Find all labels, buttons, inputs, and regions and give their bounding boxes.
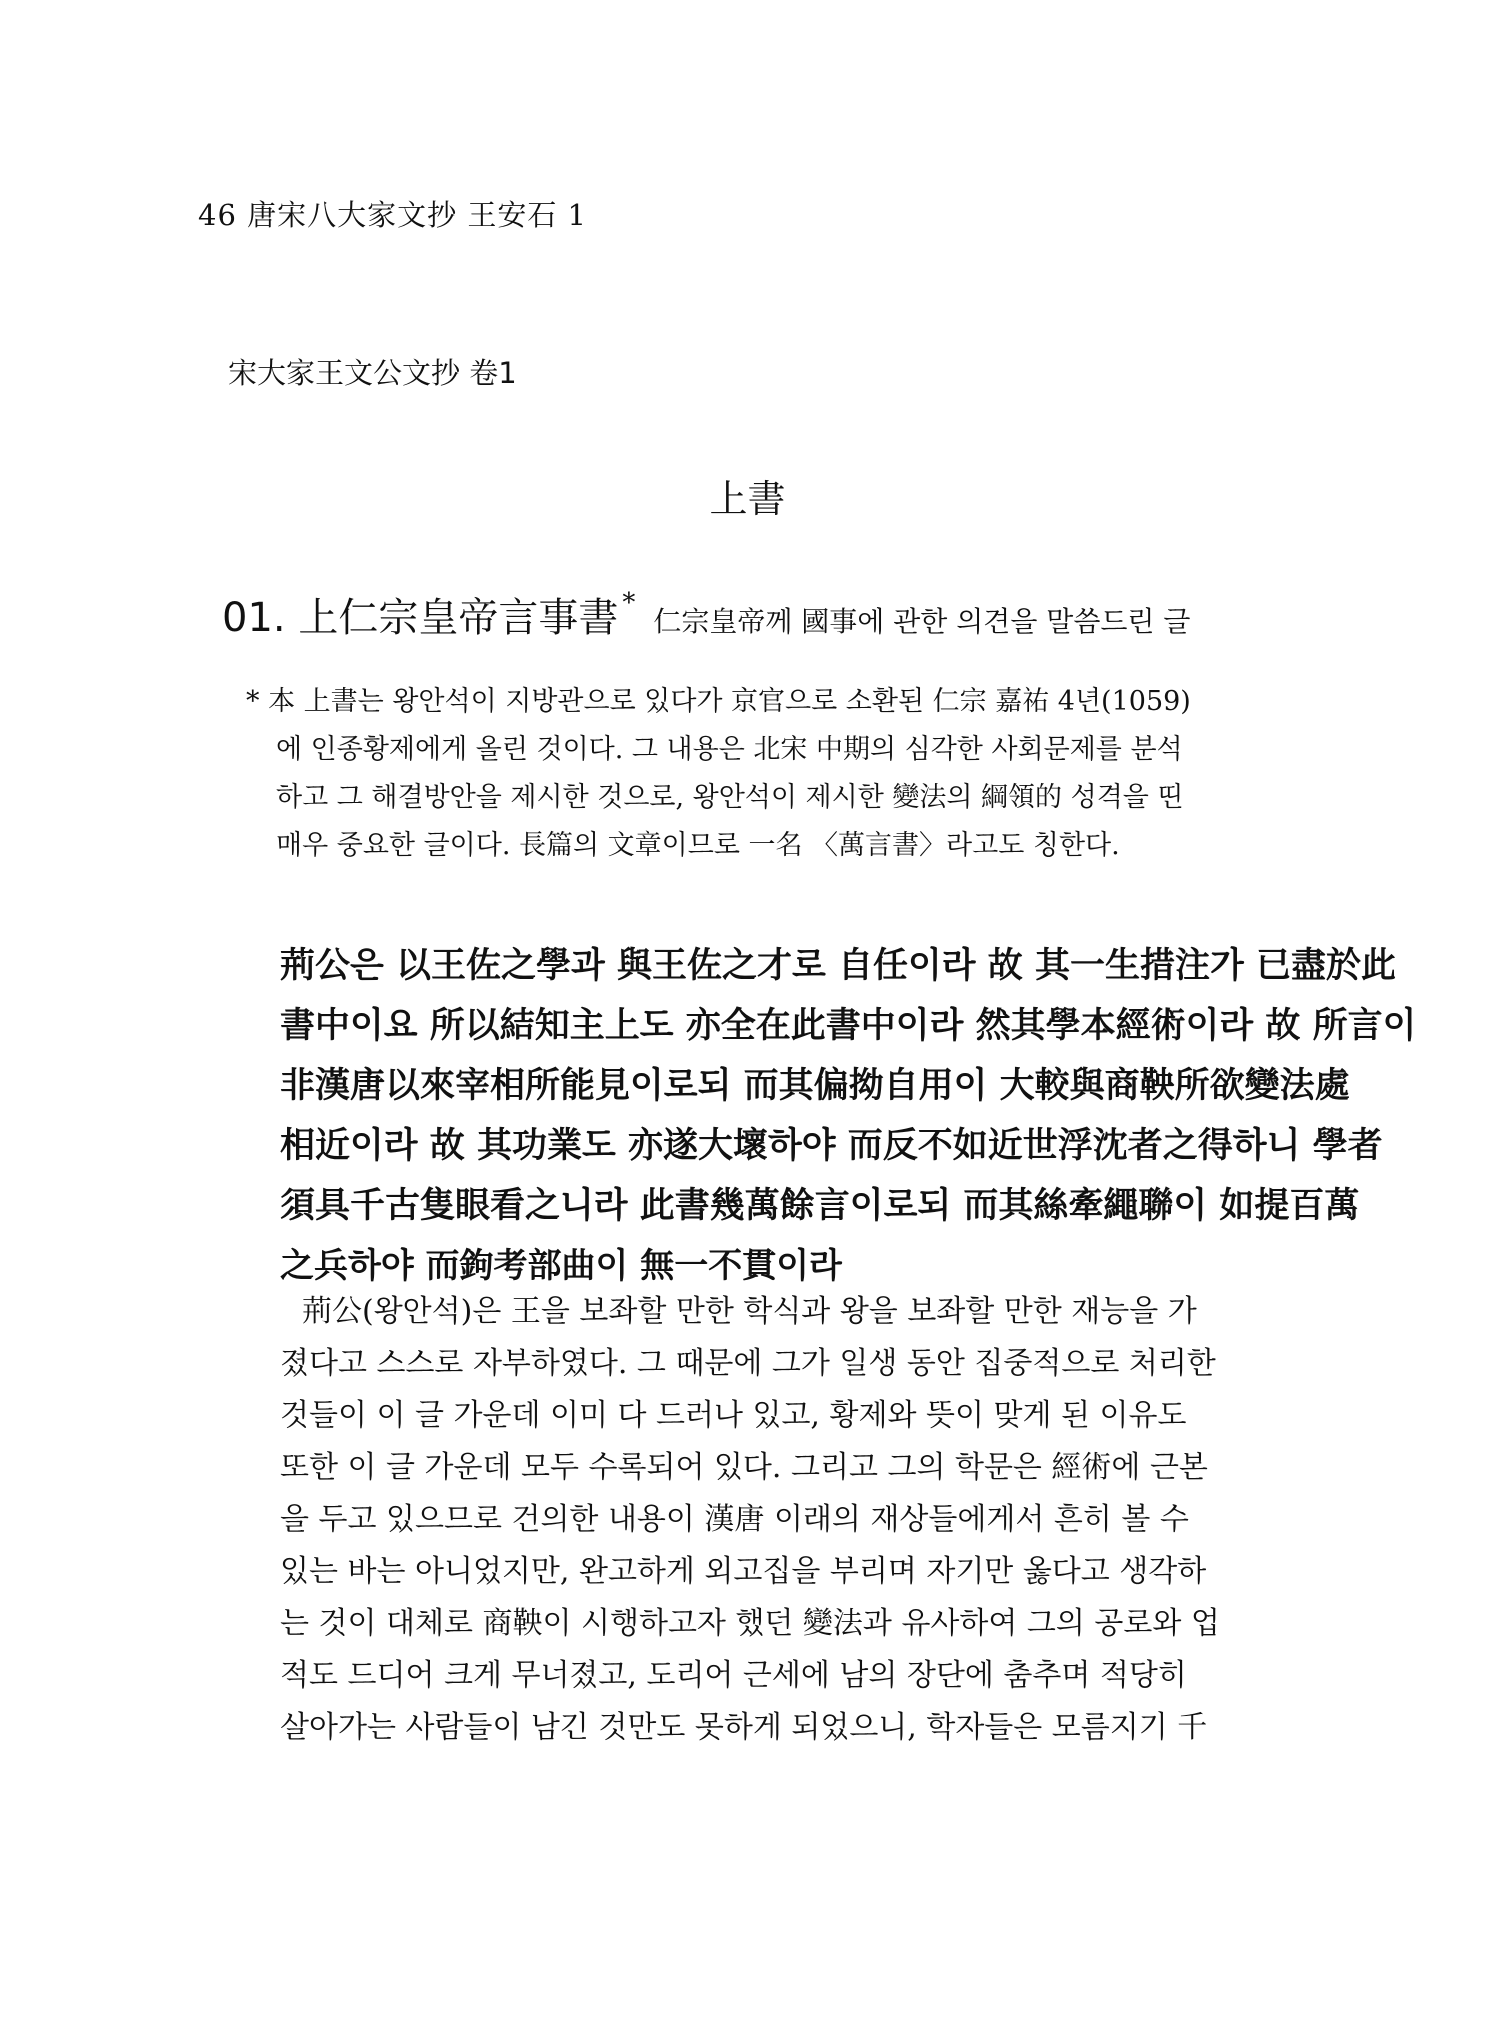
footnote	[246, 678, 1256, 870]
running-header: 46 唐宋八大家文抄 王安石 1	[198, 198, 588, 232]
translation-line: 을 두고 있으므로 건의한 내용이 漢唐 이래의 재상들에게서 흔히 볼 수	[280, 1502, 1189, 1537]
commentary-line: 非漢唐以來宰相所能見이로되 而其偏拗自用이 大較與商鞅所欲變法處	[280, 1065, 1350, 1106]
translation-line: 졌다고 스스로 자부하였다. 그 때문에 그가 일생 동안 집중적으로 처리한	[280, 1346, 1216, 1381]
commentary-line: 須具千古隻眼看之니라 此書幾萬餘言이로되 而其絲牽繩聯이 如提百萬	[280, 1185, 1360, 1226]
commentary-line: 之兵하야 而鉤考部曲이 無一不貫이라	[280, 1246, 842, 1286]
translation-line: 살아가는 사람들이 남긴 것만도 못하게 되었으니, 학자들은 모름지기 千	[280, 1710, 1208, 1745]
footnote-line: 매우 중요한 글이다. 長篇의 文章이므로 一名 〈萬言書〉라고도 칭한다.	[276, 830, 1120, 861]
commentary-line: 相近이라 故 其功業도 亦遂大壞하야 而反不如近世浮沈者之得하니 學者	[280, 1125, 1383, 1166]
essay-subtitle: 仁宗皇帝께 國事에 관한 의견을 말씀드린 글	[653, 605, 1191, 638]
translation-line: 있는 바는 아니었지만, 완고하게 외고집을 부리며 자기만 옳다고 생각하	[280, 1554, 1207, 1589]
footnote-marker: *	[622, 588, 636, 618]
translation-line: 는 것이 대체로 商鞅이 시행하고자 했던 變法과 유사하여 그의 공로와 업	[280, 1606, 1220, 1641]
translation-block	[280, 1286, 1280, 1754]
commentary-line: 書中이요 所以結知主上도 亦全在此書中이라 然其學本經術이라 故 所言이	[280, 1005, 1417, 1046]
footnote-line: 하고 그 해결방안을 제시한 것으로, 왕안석이 제시한 變法의 綱領的 성격을 띤	[276, 782, 1184, 813]
essay-title-main: 01. 上仁宗皇帝言事書	[222, 595, 619, 641]
commentary-line: 荊公은 以王佐之學과 與王佐之才로 自任이라 故 其一生措注가 已盡於此	[280, 945, 1396, 986]
volume-title: 宋大家王文公文抄 卷1	[228, 356, 517, 390]
translation-line: 것들이 이 글 가운데 이미 다 드러나 있고, 황제와 뜻이 맞게 된 이유도	[280, 1398, 1187, 1433]
essay-title	[222, 586, 1190, 643]
translation-line: 적도 드디어 크게 무너졌고, 도리어 근세에 남의 장단에 춤추며 적당히	[280, 1658, 1187, 1693]
translation-line: 荊公(왕안석)은 王을 보좌할 만한 학식과 왕을 보좌할 만한 재능을 가	[302, 1294, 1197, 1329]
section-title: 上書	[709, 477, 786, 521]
footnote-line: * 本 上書는 왕안석이 지방관으로 있다가 京官으로 소환된 仁宗 嘉祐 4년(1059)	[246, 686, 1191, 717]
commentary-block	[280, 936, 1417, 1296]
footnote-line: 에 인종황제에게 올린 것이다. 그 내용은 北宋 中期의 심각한 사회문제를 분석	[276, 734, 1183, 765]
translation-line: 또한 이 글 가운데 모두 수록되어 있다. 그리고 그의 학문은 經術에 근본	[280, 1450, 1208, 1485]
